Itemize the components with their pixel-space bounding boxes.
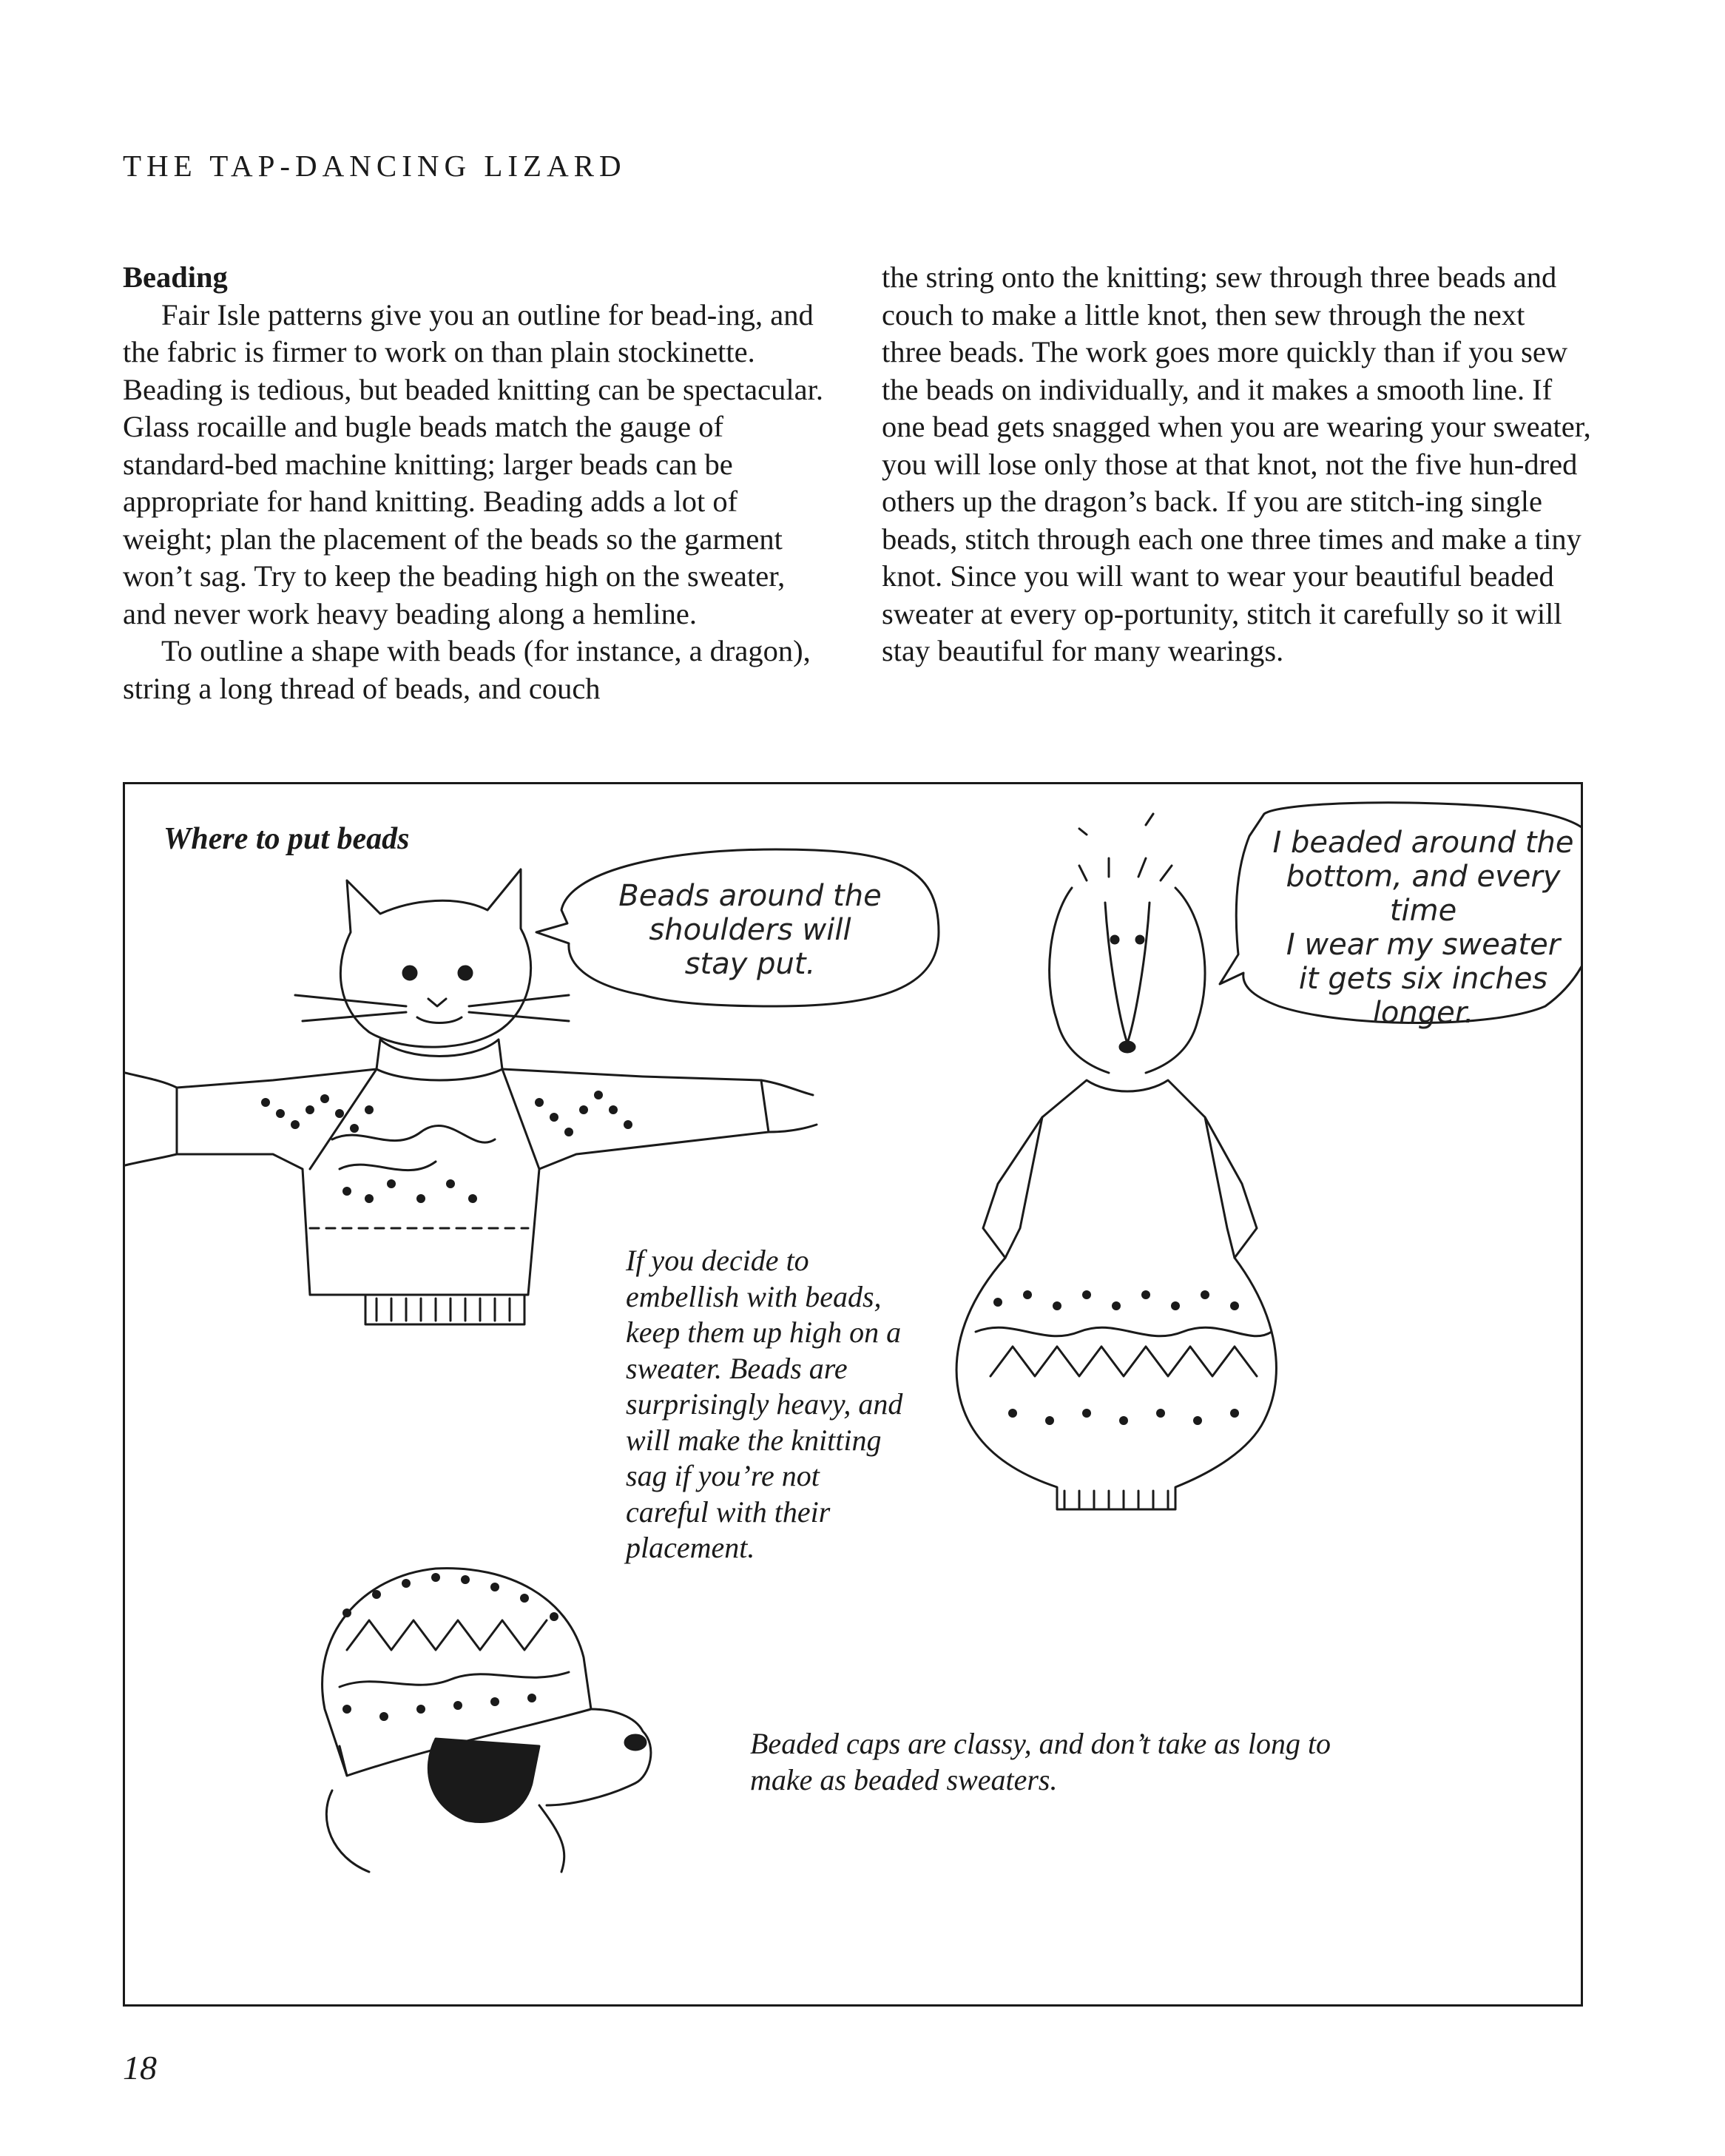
figure-title: Where to put beads bbox=[163, 822, 410, 856]
dog-cap-illustration bbox=[323, 1569, 651, 1872]
section-heading: Beading bbox=[123, 260, 228, 294]
page-number: 18 bbox=[123, 2049, 157, 2086]
cat-speech-text: Beads around the shoulders will stay put. bbox=[618, 879, 882, 981]
paragraph-3: the string onto the knitting; sew through three beads and couch to make a little knot, then sew through the next three beads. The work goes more quickly than if you sew the beads on individually, and it makes a smooth line. If one bead gets snagged when you are wearing your sweater, you will lose only those at that knot, not the five hun-dred others up the dragon’s back. If you are stitch-ing single beads, stitch through each one three times and make a tiny knot. Since you will want to wear your beautiful beaded sweater at every op-portunity, stitch it carefully so it will stay beautiful for many wearings. bbox=[882, 260, 1591, 667]
collie-illustration bbox=[956, 814, 1276, 1509]
right-column bbox=[882, 259, 1592, 670]
caption-beads-high: If you decide to embellish with beads, keep them up high on a sweater. Beads are surprisingly heavy, and will make the knitting sag if you’re not careful with their placement. bbox=[626, 1244, 903, 1564]
left-column bbox=[123, 259, 833, 707]
paragraph-2: To outline a shape with beads (for instance, a dragon), string a long thread of beads, and couch bbox=[123, 634, 811, 705]
paragraph-1: Fair Isle patterns give you an outline for bead-ing, and the fabric is firmer to work on than plain stockinette. Beading is tedious, but beaded knitting can be spectacular. Glass rocaille and bugle beads match the gauge of standard-bed machine knitting; larger beads can be appropriate for hand knitting. Beading adds a lot of weight; plan the placement of the beads so the garment won’t sag. Try to keep the beading high on the sweater, and never work heavy beading along a hemline. bbox=[123, 297, 823, 630]
running-head: THE TAP-DANCING LIZARD bbox=[123, 149, 627, 183]
dog-speech-text: I beaded around the bottom, and every time I wear my sweater it gets six inches longer. bbox=[1272, 826, 1574, 1030]
illustration-box bbox=[123, 782, 1583, 2007]
caption-beaded-caps: Beaded caps are classy, and don’t take as long to make as beaded sweaters. bbox=[750, 1727, 1331, 1796]
